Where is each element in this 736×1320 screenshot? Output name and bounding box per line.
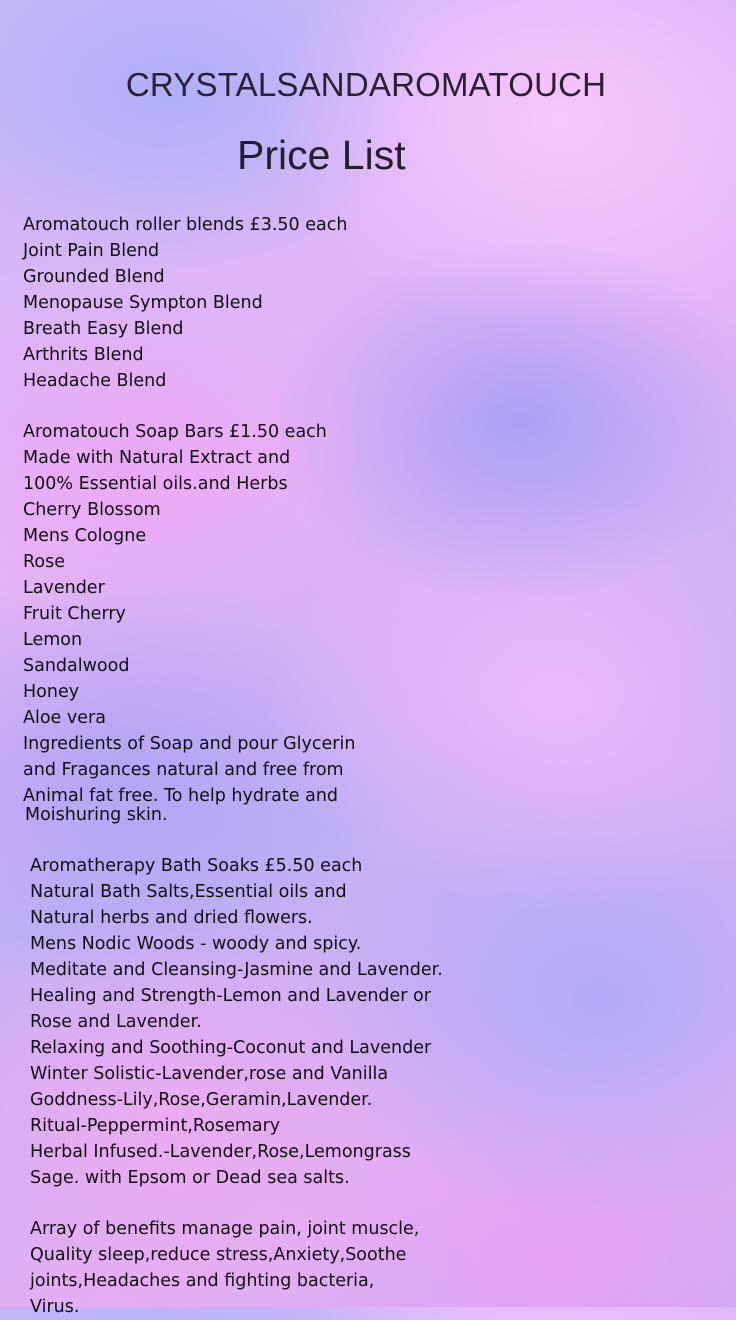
bath-soaks-heading: Aromatherapy Bath Soaks £5.50 each — [30, 856, 363, 876]
description-line: 100% Essential oils.and Herbs — [23, 474, 288, 494]
list-item: Sage. with Epsom or Dead sea salts. — [30, 1168, 350, 1188]
list-item: Rose and Lavender. — [30, 1012, 202, 1032]
list-item: Aloe vera — [23, 708, 106, 728]
description-line: joints,Headaches and fighting bacteria, — [30, 1271, 375, 1291]
list-item: Arthrits Blend — [23, 345, 144, 365]
description-line: Natural Bath Salts,Essential oils and — [30, 882, 347, 902]
list-item: Cherry Blossom — [23, 500, 161, 520]
list-item: Sandalwood — [23, 656, 130, 676]
bath-soaks-section — [30, 853, 443, 1191]
roller-blends-section — [23, 212, 347, 394]
list-item: Honey — [23, 682, 80, 702]
list-item: Mens Cologne — [23, 526, 147, 546]
list-item: Ritual-Peppermint,Rosemary — [30, 1116, 281, 1136]
list-item: Menopause Sympton Blend — [23, 293, 263, 313]
roller-blends-heading: Aromatouch roller blends £3.50 each — [23, 215, 348, 235]
description-line: Animal fat free. To help hydrate and — [23, 786, 339, 806]
list-item: Rose — [23, 552, 65, 572]
list-item: Headache Blend — [23, 371, 167, 391]
list-item: Breath Easy Blend — [23, 319, 184, 339]
list-item: Mens Nodic Woods - woody and spicy. — [30, 934, 362, 954]
soap-bars-section — [23, 419, 355, 809]
page-title: Price List — [237, 132, 406, 178]
list-item: Lavender — [23, 578, 105, 598]
soap-bars-note — [25, 805, 168, 825]
description-line: Virus. — [30, 1297, 80, 1317]
list-item: Grounded Blend — [23, 267, 165, 287]
description-line: Array of benefits manage pain, joint muscle, — [30, 1219, 420, 1239]
benefits-section — [30, 1216, 419, 1320]
list-item: Herbal Infused.-Lavender,Rose,Lemongrass — [30, 1142, 411, 1162]
list-item: Meditate and Cleansing-Jasmine and Lavender. — [30, 960, 443, 980]
description-line: Moishuring skin. — [25, 805, 168, 825]
description-line: Quality sleep,reduce stress,Anxiety,Soothe — [30, 1245, 407, 1265]
list-item: Fruit Cherry — [23, 604, 126, 624]
list-item: Winter Solistic-Lavender,rose and Vanilla — [30, 1064, 389, 1084]
list-item: Relaxing and Soothing-Coconut and Lavender — [30, 1038, 432, 1058]
list-item: Goddness-Lily,Rose,Geramin,Lavender. — [30, 1090, 373, 1110]
list-item: Healing and Strength-Lemon and Lavender or — [30, 986, 431, 1006]
soap-bars-heading: Aromatouch Soap Bars £1.50 each — [23, 422, 327, 442]
brand-name: CRYSTALSANDAROMATOUCH — [125, 66, 607, 103]
description-line: Ingredients of Soap and pour Glycerin — [23, 734, 356, 754]
list-item: Lemon — [23, 630, 83, 650]
description-line: and Fragances natural and free from — [23, 760, 344, 780]
description-line: Made with Natural Extract and — [23, 448, 291, 468]
list-item: Joint Pain Blend — [23, 241, 160, 261]
description-line: Natural herbs and dried flowers. — [30, 908, 313, 928]
